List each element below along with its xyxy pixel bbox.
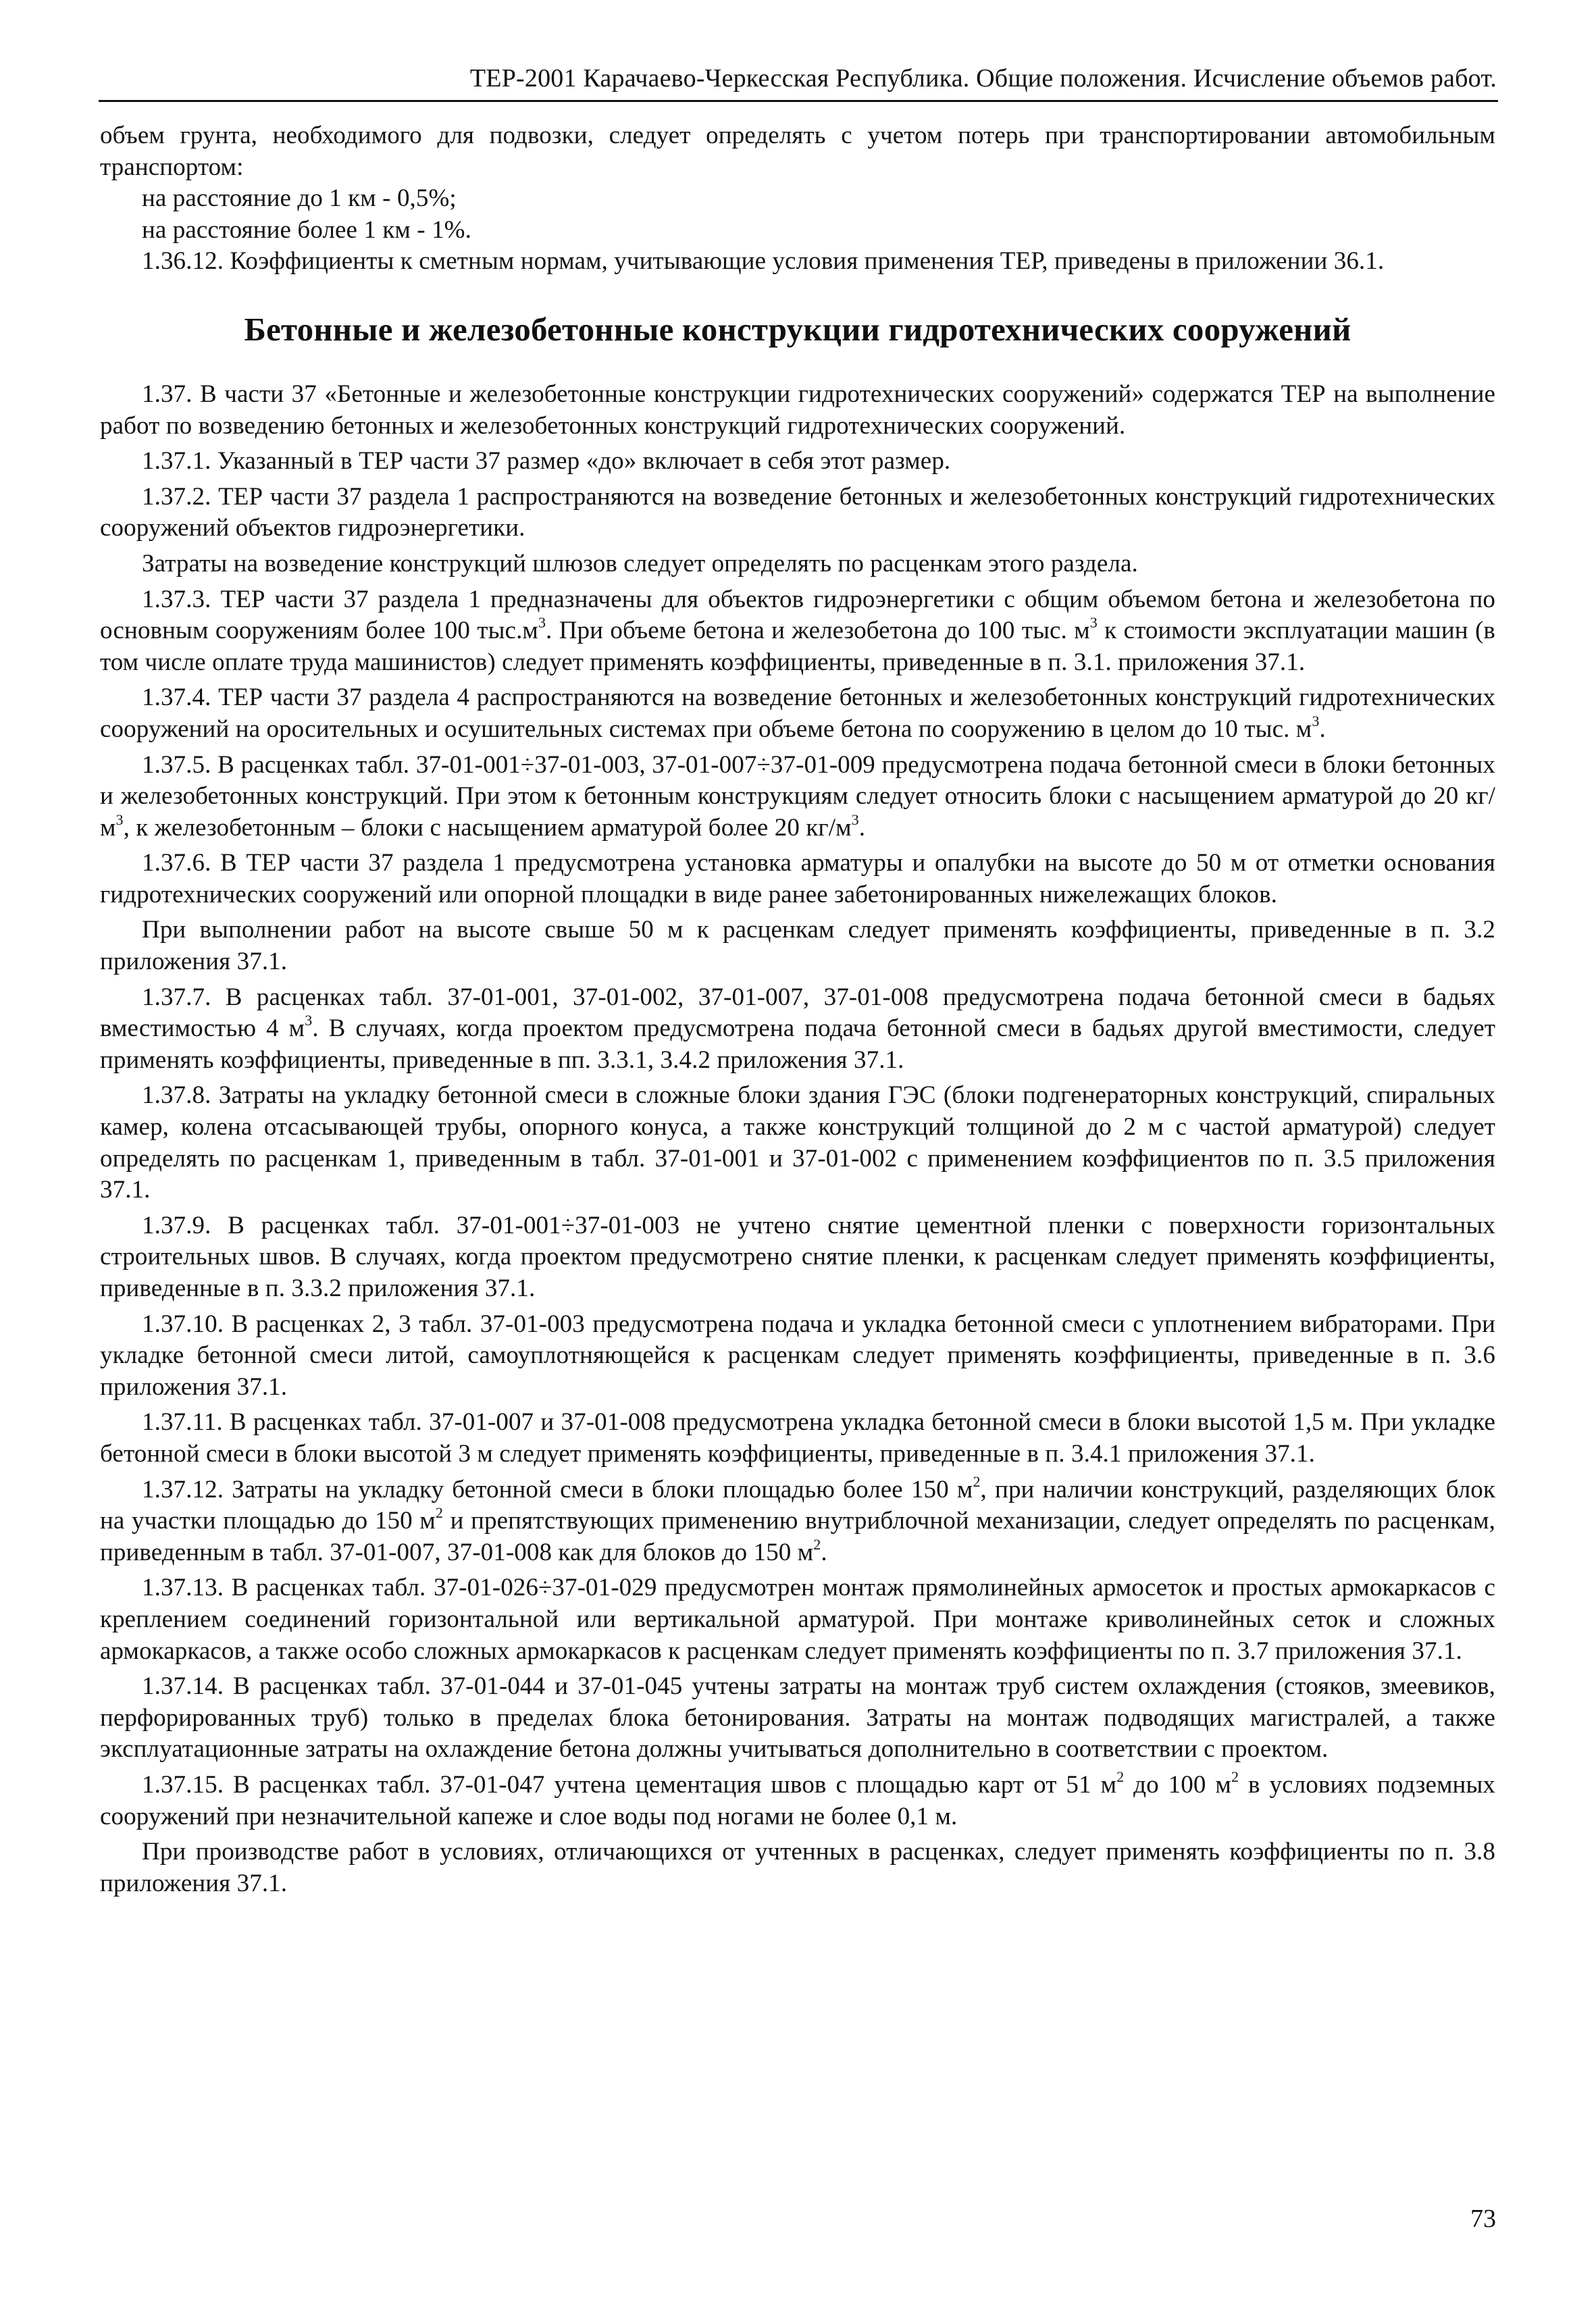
text-fragment: 1.37.4. ТЕР части 37 раздела 4 распространяются на возведение бетонных и железобетонных конструкций гидротехнических сооружений на оросительных и осушительных системах при объеме бетона по сооружению в целом до 10 тыс. м bbox=[100, 684, 1495, 743]
clause-1-37-6-note: При выполнении работ на высоте свыше 50 м к расценкам следует применять коэффициенты, приведенные в п. 3.2 приложения 37.1. bbox=[100, 916, 1495, 976]
clause-1-37-4 bbox=[100, 682, 1495, 745]
clause-1-37-15 bbox=[100, 1770, 1495, 1832]
page-number: 73 bbox=[1470, 2205, 1496, 2233]
text-fragment: , к железобетонным – блоки с насыщением арматурой более 20 кг/м bbox=[123, 813, 852, 842]
text-fragment: . При объеме бетона и железобетона до 100 тыс. м bbox=[546, 617, 1090, 645]
superscript: 3 bbox=[1312, 712, 1320, 729]
text-fragment: . В случаях, когда проектом предусмотрена подача бетонной смеси в бадьях другой вместимости, следует применять коэффициенты, приведенные в пп. 3.3.1, 3.4.2 приложения 37.1. bbox=[100, 1014, 1495, 1074]
clause-1-36-12: 1.36.12. Коэффициенты к сметным нормам, учитывающие условия применения ТЕР, приведены в приложении 36.1. bbox=[142, 247, 1385, 276]
text-fragment: . bbox=[821, 1538, 827, 1566]
superscript: 3 bbox=[305, 1012, 313, 1029]
clause-1-37-12 bbox=[100, 1474, 1495, 1569]
clause-1-37-15-note: При производстве работ в условиях, отличающихся от учтенных в расценках, следует применять коэффициенты по п. 3.8 приложения 37.1. bbox=[100, 1838, 1495, 1897]
text-fragment: . bbox=[858, 813, 866, 842]
clause-1-37-14: 1.37.14. В расценках табл. 37-01-044 и 37-01-045 учтены затраты на монтаж труб систем охлаждения (стояков, змеевиков, перфорированных труб) только в пределах блока бетонирования. Затраты на монтаж подводящих магистралей, а также эксплуатационные затраты на охлаждение бетона должны учитываться дополнительно в соответствии с проектом. bbox=[100, 1672, 1495, 1764]
text-fragment: и препятствующих применению внутриблочной механизации, следует определять по расценкам, приведенным в табл. 37-01-007, 37-01-008 как для блоков до 150 м bbox=[100, 1507, 1495, 1566]
text-fragment: 1.37.15. В расценках табл. 37-01-047 учтена цементация швов с площадью карт от 51 м bbox=[142, 1770, 1117, 1799]
clause-1-37-1: 1.37.1. Указанный в ТЕР части 37 размер «до» включает в себя этот размер. bbox=[142, 447, 951, 475]
clause-1-37-6: 1.37.6. В ТЕР части 37 раздела 1 предусмотрена установка арматуры и опалубки на высоте до 50 м от отметки основания гидротехнических сооружений или опорной площадки в виде ранее забетонированных нижележащих блоков. bbox=[100, 849, 1495, 908]
text-fragment: 1.37.3. ТЕР части 37 раздела 1 предназначены для объектов гидроэнергетики с общим объемом бетона и железобетона по основным сооружениям более 100 тыс.м bbox=[100, 585, 1495, 645]
clause-1-37-11: 1.37.11. В расценках табл. 37-01-007 и 37-01-008 предусмотрена укладка бетонной смеси в блоки высотой 1,5 м. При укладке бетонной смеси в блоки высотой 3 м следует применять коэффициенты, приведенные в п. 3.4.1 приложения 37.1. bbox=[100, 1408, 1495, 1468]
header-rule bbox=[99, 100, 1498, 102]
clause-1-37: 1.37. В части 37 «Бетонные и железобетонные конструкции гидротехнических сооружений» содержатся ТЕР на выполнение работ по возведению бетонных и железобетонных конструкций гидротехнических сооружений. bbox=[100, 380, 1495, 440]
clause-1-37-2-note: Затраты на возведение конструкций шлюзов следует определять по расценкам этого раздела. bbox=[142, 549, 1138, 577]
superscript: 2 bbox=[813, 1535, 821, 1553]
superscript: 3 bbox=[1089, 614, 1098, 632]
intro-item-1: на расстояние до 1 км - 0,5%; bbox=[142, 184, 457, 213]
text-fragment: к стоимости эксплуатации машин (в том числе оплате труда машинистов) следует применять коэффициенты, приведенные в п. 3.1. приложения 37.1. bbox=[100, 617, 1496, 676]
text-fragment: до 100 м bbox=[1124, 1770, 1231, 1799]
clause-1-37-9: 1.37.9. В расценках табл. 37-01-001÷37-01-003 не учтено снятие цементной пленки с поверхности горизонтальных строительных швов. В случаях, когда проектом предусмотрено снятие пленки, к расценкам следует применять коэффициенты, приведенные в п. 3.3.2 приложения 37.1. bbox=[100, 1211, 1495, 1302]
superscript: 3 bbox=[851, 811, 859, 828]
text-fragment: 1.37.12. Затраты на укладку бетонной смеси в блоки площадью более 150 м bbox=[142, 1475, 973, 1503]
clause-1-37-5 bbox=[100, 750, 1495, 844]
superscript: 2 bbox=[1116, 1768, 1125, 1785]
clause-1-37-8: 1.37.8. Затраты на укладку бетонной смеси в сложные блоки здания ГЭС (блоки подгенераторных конструкций, спиральных камер, колена отсасывающей трубы, опорного конуса, а также конструкций толщиной до 2 м с частой арматурой) следует определять по расценкам 1, приведенным в табл. 37-01-001 и 37-01-002 с применением коэффициентов по п. 3.5 приложения 37.1. bbox=[100, 1081, 1495, 1204]
intro-paragraph-1: объем грунта, необходимого для подвозки, следует определять с учетом потерь при транспортировании автомобильным транспортом: bbox=[100, 122, 1495, 181]
clause-1-37-10: 1.37.10. В расценках 2, 3 табл. 37-01-003 предусмотрена подача и укладка бетонной смеси с уплотнением вибраторами. При укладке бетонной смеси литой, самоуплотняющейся к расценкам следует применять коэффициенты, приведенные в п. 3.6 приложения 37.1. bbox=[100, 1310, 1495, 1401]
clause-1-37-2: 1.37.2. ТЕР части 37 раздела 1 распространяются на возведение бетонных и железобетонных конструкций гидротехнических сооружений объектов гидроэнергетики. bbox=[100, 482, 1495, 542]
text-fragment: , при наличии конструкций, разделяющих блок на участки площадью до 150 м bbox=[100, 1475, 1495, 1535]
section-heading: Бетонные и железобетонные конструкции гидротехнических сооружений bbox=[244, 310, 1352, 348]
superscript: 2 bbox=[435, 1504, 443, 1522]
superscript: 3 bbox=[538, 614, 546, 632]
superscript: 2 bbox=[1231, 1768, 1239, 1785]
clause-1-37-13: 1.37.13. В расценках табл. 37-01-026÷37-01-029 предусмотрен монтаж прямолинейных армосеток и простых армокаркасов с креплением соединений горизонтальной или вертикальной арматурой. При монтаже криволинейных сеток и сложных армокаркасов, а также особо сложных армокаркасов к расценкам следует применять коэффициенты по п. 3.7 приложения 37.1. bbox=[100, 1574, 1495, 1665]
superscript: 2 bbox=[973, 1472, 981, 1490]
text-fragment: . bbox=[1319, 715, 1326, 743]
text-fragment: 1.37.7. В расценках табл. 37-01-001, 37-01-002, 37-01-007, 37-01-008 предусмотрена подача бетонной смеси в бадьях вместимостью 4 м bbox=[100, 983, 1495, 1043]
text-fragment: в условиях подземных сооружений при незначительной капеже и слое воды под ногами не более 0,1 м. bbox=[100, 1770, 1496, 1830]
running-header: ТЕР-2001 Карачаево-Черкесская Республика. Общие положения. Исчисление объемов работ. bbox=[469, 64, 1497, 93]
superscript: 3 bbox=[115, 811, 124, 828]
intro-item-2: на расстояние более 1 км - 1%. bbox=[142, 215, 471, 244]
page-body bbox=[100, 120, 1495, 1899]
clause-1-37-7 bbox=[100, 982, 1495, 1077]
clause-1-37-3 bbox=[100, 584, 1495, 679]
text-fragment: 1.37.5. В расценках табл. 37-01-001÷37-01-003, 37-01-007÷37-01-009 предусмотрена подача бетонной смеси в блоки бетонных и железобетонных конструкций. При этом к бетонным конструкциям следует относить блоки с насыщением арматурой до 20 кг/м bbox=[100, 750, 1495, 842]
